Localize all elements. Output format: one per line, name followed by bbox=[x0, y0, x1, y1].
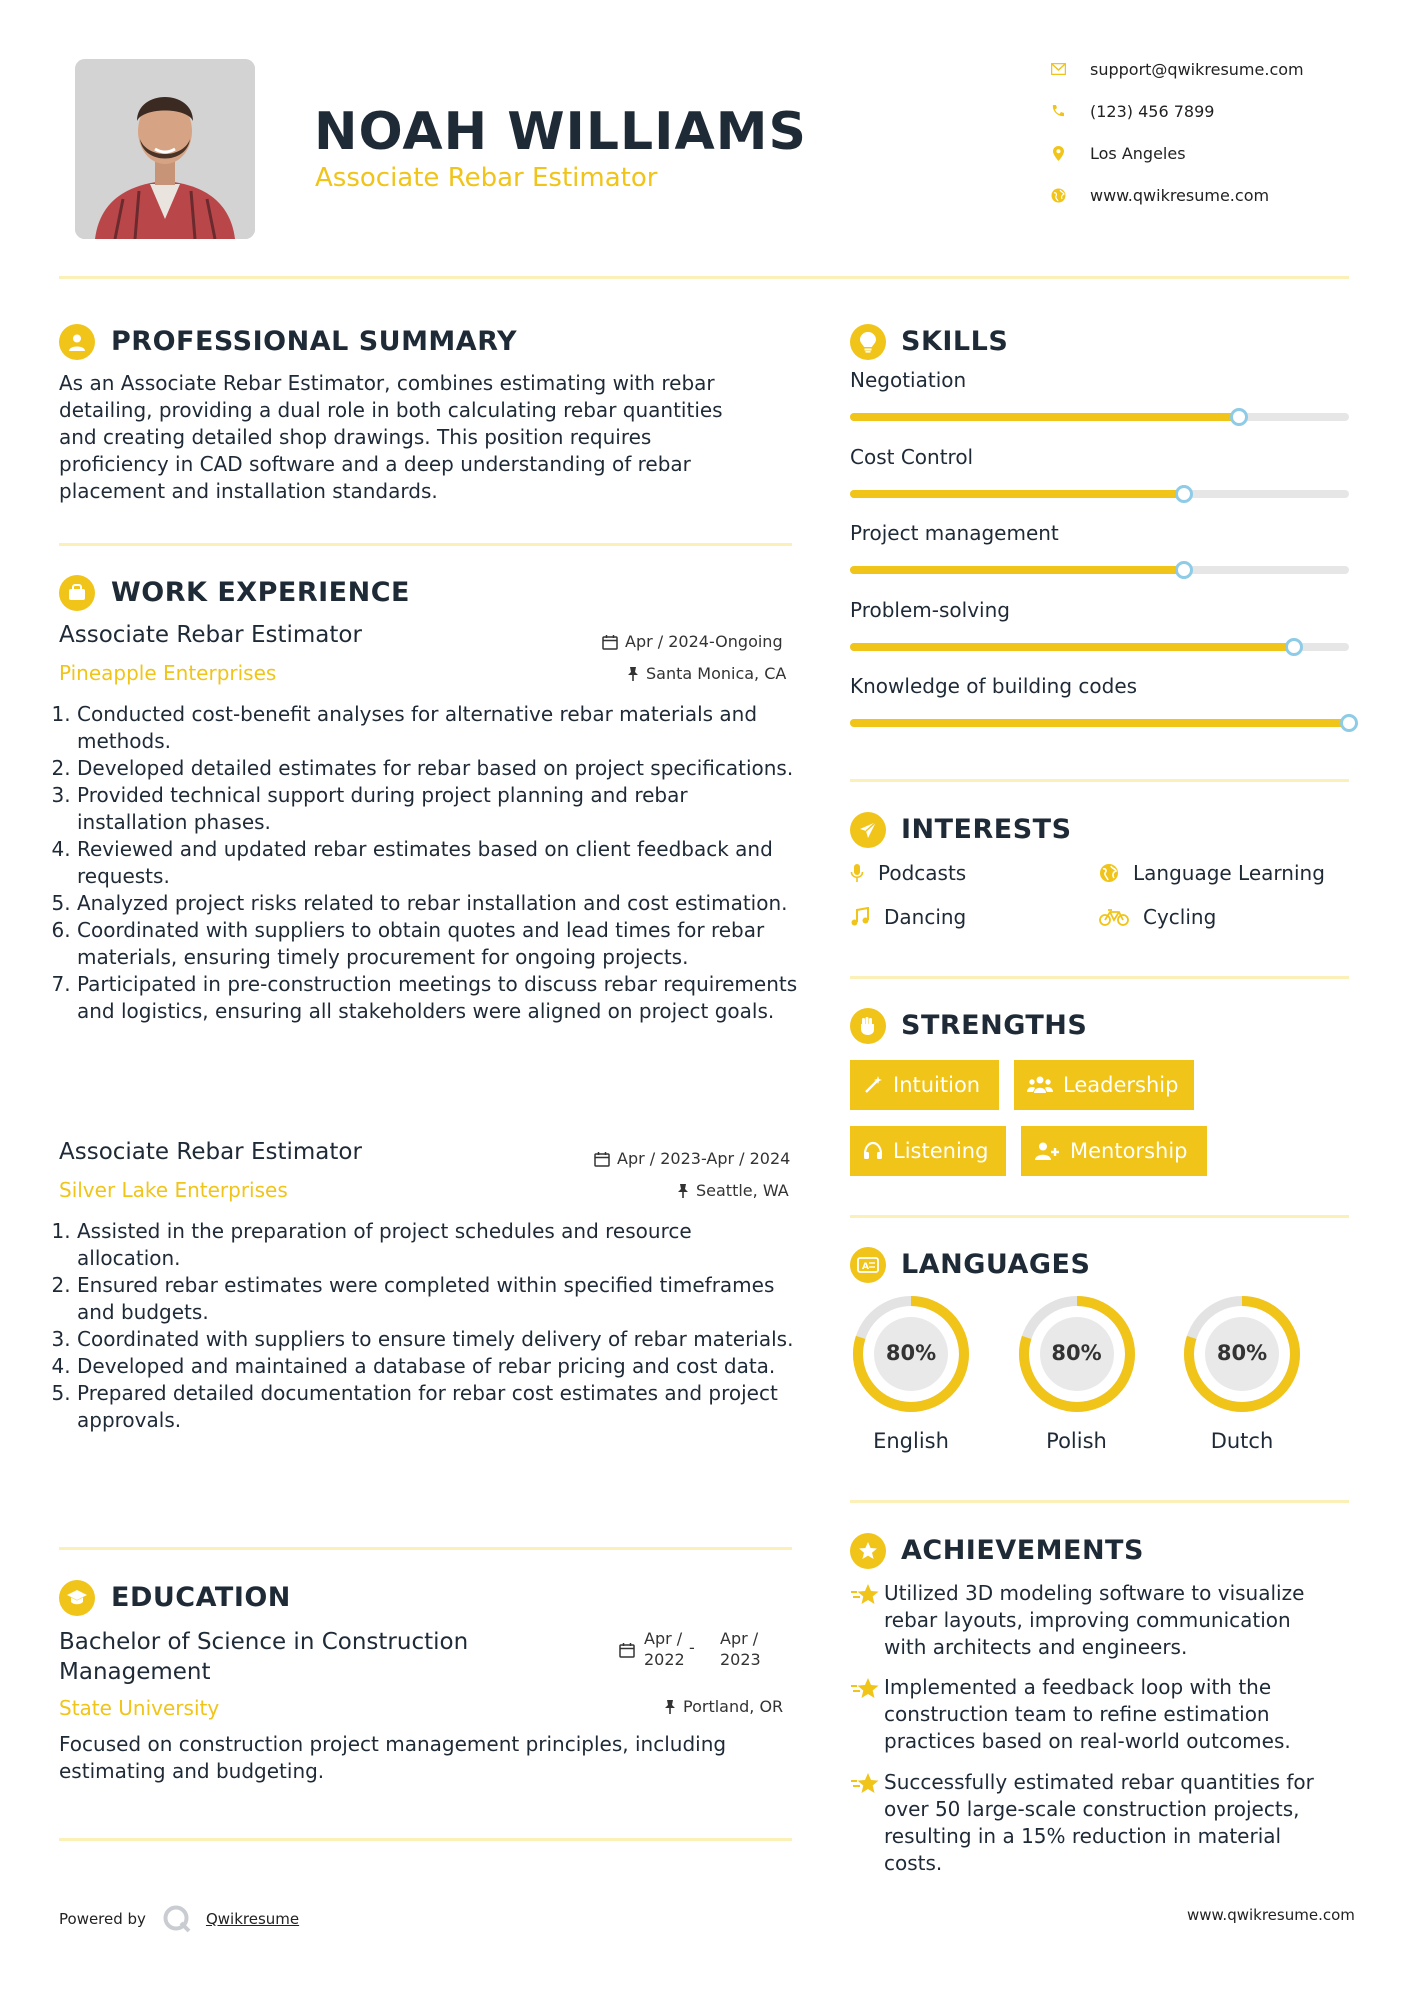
experience-heading: WORK EXPERIENCE bbox=[111, 577, 410, 608]
achievement-line: Utilized 3D modeling software to visualize bbox=[884, 1581, 1305, 1605]
summary-line: proficiency in CAD software and a deep understanding of rebar bbox=[59, 452, 691, 476]
degree-line: Management bbox=[59, 1659, 211, 1685]
contact-phone[interactable] bbox=[1050, 99, 1214, 123]
phone-icon bbox=[1050, 103, 1066, 119]
skill-slider-handle bbox=[1175, 561, 1193, 579]
music-note-icon bbox=[850, 907, 870, 927]
job-location-text: Santa Monica, CA bbox=[646, 664, 787, 683]
candidate-title: Associate Rebar Estimator bbox=[315, 163, 658, 193]
pushpin-icon bbox=[627, 666, 639, 682]
envelope-icon bbox=[1050, 61, 1066, 77]
list-item: 1. Assisted in the preparation of project schedules and resource allocation. bbox=[77, 1218, 799, 1272]
briefcase-icon bbox=[59, 575, 95, 611]
achievement-line: rebar layouts, improving communication bbox=[884, 1608, 1291, 1632]
user-icon bbox=[59, 324, 95, 360]
education-description-line: Focused on construction project management principles, including bbox=[59, 1732, 727, 1756]
strength-tag bbox=[1014, 1060, 1194, 1110]
list-item: 2. Developed detailed estimates for rebar based on project specifications. bbox=[77, 755, 799, 782]
strength-tag bbox=[850, 1060, 999, 1110]
header-divider bbox=[59, 276, 1349, 279]
list-item: 5. Prepared detailed documentation for rebar cost estimates and project approvals. bbox=[77, 1380, 799, 1434]
skill-label: Negotiation bbox=[850, 368, 967, 392]
achievement-text bbox=[884, 1580, 1334, 1661]
summary-divider bbox=[59, 543, 792, 546]
job-dates-text: Apr / 2024-Ongoing bbox=[625, 632, 783, 651]
contact-website[interactable] bbox=[1050, 183, 1269, 207]
skill-label: Knowledge of building codes bbox=[850, 674, 1138, 698]
qwikresume-logo-icon bbox=[162, 1904, 192, 1934]
summary-line: detailing, providing a dual role in both calculating rebar quantities bbox=[59, 398, 723, 422]
interests-heading: INTERESTS bbox=[901, 814, 1072, 845]
svg-text:A: A bbox=[862, 1262, 869, 1272]
skill-item bbox=[850, 445, 1349, 469]
job-title: Associate Rebar Estimator bbox=[59, 1139, 362, 1165]
trophy-star-icon bbox=[850, 1533, 886, 1569]
language-percent: 80% bbox=[885, 1341, 937, 1365]
candidate-name: NOAH WILLIAMS bbox=[314, 102, 807, 162]
headphones-icon bbox=[863, 1141, 883, 1161]
education-location bbox=[664, 1697, 783, 1716]
achievement-line: construction team to refine estimation bbox=[884, 1702, 1270, 1726]
summary-line: placement and installation standards. bbox=[59, 479, 438, 503]
list-item: 3. Coordinated with suppliers to ensure timely delivery of rebar materials. bbox=[77, 1326, 799, 1353]
contact-website-text: www.qwikresume.com bbox=[1090, 185, 1270, 205]
summary-line: As an Associate Rebar Estimator, combines estimating with rebar bbox=[59, 371, 715, 395]
contact-email-text: support@qwikresume.com bbox=[1090, 59, 1304, 79]
achievement-line: with architects and engineers. bbox=[884, 1635, 1188, 1659]
powered-by-text: Powered by bbox=[59, 1910, 146, 1928]
skill-fill bbox=[850, 413, 1239, 421]
achievement-line: over 50 large-scale construction projects, bbox=[884, 1797, 1300, 1821]
languages-heading: LANGUAGES bbox=[901, 1249, 1091, 1280]
skill-track bbox=[850, 719, 1349, 727]
calendar-icon bbox=[619, 1642, 635, 1658]
interest-item bbox=[850, 905, 966, 929]
language-item bbox=[1016, 1293, 1138, 1453]
interest-item bbox=[850, 861, 966, 885]
map-pin-icon bbox=[1050, 145, 1066, 161]
magic-wand-icon bbox=[863, 1075, 883, 1095]
raised-fist-icon bbox=[850, 1008, 886, 1044]
skill-fill bbox=[850, 719, 1349, 727]
powered-by bbox=[59, 1904, 299, 1934]
qwikresume-link[interactable]: Qwikresume bbox=[205, 1910, 300, 1928]
degree-line: Bachelor of Science in Construction bbox=[59, 1629, 469, 1655]
skill-track bbox=[850, 566, 1349, 574]
languages-divider bbox=[850, 1500, 1349, 1503]
lightbulb-icon bbox=[850, 324, 886, 360]
paper-plane-icon bbox=[850, 812, 886, 848]
microphone-icon bbox=[850, 863, 864, 883]
summary-heading: PROFESSIONAL SUMMARY bbox=[111, 326, 518, 357]
calendar-icon bbox=[602, 634, 618, 650]
skill-label: Cost Control bbox=[850, 444, 974, 469]
interest-label: Dancing bbox=[884, 905, 967, 929]
summary-line: and creating detailed shop drawings. This position requires bbox=[59, 425, 652, 449]
skill-track bbox=[850, 490, 1349, 498]
date-part: 2022 bbox=[644, 1650, 685, 1669]
list-item: 1. Conducted cost-benefit analyses for alternative rebar materials and methods. bbox=[77, 701, 799, 755]
achievement-line: Implemented a feedback loop with the bbox=[884, 1675, 1272, 1699]
language-icon bbox=[850, 1247, 886, 1283]
list-item: 2. Ensured rebar estimates were completed within specified timeframes and budgets. bbox=[77, 1272, 799, 1326]
skill-item bbox=[850, 598, 1349, 622]
language-name: Dutch bbox=[1210, 1429, 1274, 1453]
skill-fill bbox=[850, 643, 1294, 651]
date-part: Apr / bbox=[720, 1629, 759, 1648]
skill-slider-handle bbox=[1175, 485, 1193, 503]
education-divider bbox=[59, 1838, 792, 1841]
language-item bbox=[1181, 1293, 1303, 1453]
list-item: 7. Participated in pre-construction meetings to discuss rebar requirements and logistics, ensuring all stakeholders were aligned on project goals. bbox=[77, 971, 799, 1025]
job-bullets bbox=[59, 701, 799, 1025]
footer-website[interactable]: www.qwikresume.com bbox=[1187, 1906, 1355, 1924]
education-description-line: estimating and budgeting. bbox=[59, 1759, 325, 1783]
company-name: Pineapple Enterprises bbox=[59, 661, 277, 685]
strength-tag bbox=[850, 1126, 1006, 1176]
skill-slider-handle bbox=[1230, 408, 1248, 426]
language-percent: 80% bbox=[1216, 1341, 1268, 1365]
calendar-icon bbox=[594, 1151, 610, 1167]
strengths-heading: STRENGTHS bbox=[901, 1010, 1088, 1041]
date-part: Apr / bbox=[644, 1629, 683, 1648]
strength-label: Leadership bbox=[1063, 1073, 1179, 1097]
pushpin-icon bbox=[664, 1699, 676, 1715]
profile-photo bbox=[75, 59, 255, 239]
skills-heading: SKILLS bbox=[901, 326, 1009, 357]
languages-list bbox=[850, 1293, 1349, 1463]
skill-track bbox=[850, 413, 1349, 421]
education-location-text: Portland, OR bbox=[683, 1697, 784, 1716]
strength-tag bbox=[1021, 1126, 1207, 1176]
pushpin-icon bbox=[677, 1183, 689, 1199]
contact-location bbox=[1050, 141, 1186, 165]
education-start-date bbox=[644, 1628, 694, 1670]
education-description bbox=[59, 1731, 799, 1785]
job-dates bbox=[602, 632, 783, 651]
globe-icon bbox=[1050, 187, 1066, 203]
education-heading: EDUCATION bbox=[111, 1582, 291, 1613]
job-location bbox=[627, 664, 786, 683]
skill-item bbox=[850, 521, 1349, 545]
summary-text bbox=[59, 370, 799, 505]
language-percent: 80% bbox=[1051, 1341, 1102, 1365]
strength-label: Intuition bbox=[893, 1073, 981, 1097]
job-dates bbox=[594, 1149, 790, 1168]
interest-label: Cycling bbox=[1143, 905, 1217, 929]
interest-item bbox=[1099, 905, 1216, 929]
job-bullets bbox=[59, 1218, 799, 1434]
skill-label: Project management bbox=[850, 521, 1059, 545]
list-item: 4. Reviewed and updated rebar estimates based on client feedback and requests. bbox=[77, 836, 799, 890]
skill-track bbox=[850, 643, 1349, 651]
achievement-line: practices based on real-world outcomes. bbox=[884, 1729, 1291, 1753]
list-item: 3. Provided technical support during project planning and rebar installation phases. bbox=[77, 782, 799, 836]
contact-phone-text: (123) 456 7899 bbox=[1090, 101, 1215, 121]
company-name: Silver Lake Enterprises bbox=[59, 1178, 288, 1202]
degree-title bbox=[59, 1627, 468, 1687]
achievement-line: Successfully estimated rebar quantities for bbox=[884, 1770, 1314, 1794]
users-icon bbox=[1027, 1075, 1053, 1095]
job-dates-text: Apr / 2023-Apr / 2024 bbox=[617, 1149, 791, 1168]
job-location bbox=[677, 1181, 789, 1200]
date-part: 2023 bbox=[720, 1650, 761, 1669]
skill-slider-handle bbox=[1285, 638, 1303, 656]
achievement-line: resulting in a 15% reduction in material bbox=[884, 1824, 1282, 1848]
interest-label: Language Learning bbox=[1133, 861, 1325, 885]
education-end-date bbox=[720, 1628, 770, 1670]
achievements-heading: ACHIEVEMENTS bbox=[901, 1535, 1144, 1566]
list-item: 4. Developed and maintained a database of rebar pricing and cost data. bbox=[77, 1353, 799, 1380]
interests-divider bbox=[850, 976, 1349, 979]
star-icon bbox=[850, 1769, 884, 1877]
contact-email[interactable] bbox=[1050, 57, 1304, 81]
job-location-text: Seattle, WA bbox=[696, 1181, 789, 1200]
achievement-item bbox=[850, 1769, 1334, 1877]
achievement-item bbox=[850, 1580, 1334, 1661]
list-item: 6. Coordinated with suppliers to obtain quotes and lead times for rebar materials, ensuring timely procurement for ongoing projects. bbox=[77, 917, 799, 971]
globe-icon bbox=[1099, 863, 1119, 883]
experience-divider bbox=[59, 1547, 792, 1550]
strengths-divider bbox=[850, 1215, 1349, 1218]
interest-item bbox=[1099, 861, 1325, 885]
skill-label: Problem-solving bbox=[850, 597, 1010, 622]
user-plus-icon bbox=[1034, 1141, 1060, 1161]
list-item: 5. Analyzed project risks related to rebar installation and cost estimation. bbox=[77, 890, 799, 917]
skill-slider-handle bbox=[1340, 714, 1358, 732]
achievement-item bbox=[850, 1674, 1334, 1755]
contact-location-text: Los Angeles bbox=[1090, 143, 1186, 163]
strength-label: Listening bbox=[893, 1139, 989, 1163]
achievement-text bbox=[884, 1769, 1334, 1877]
achievement-line: costs. bbox=[884, 1851, 943, 1875]
strength-label: Mentorship bbox=[1070, 1139, 1188, 1163]
language-name: English bbox=[873, 1429, 949, 1453]
skill-fill bbox=[850, 566, 1184, 574]
job-title: Associate Rebar Estimator bbox=[59, 622, 362, 648]
language-item bbox=[850, 1293, 972, 1453]
interest-label: Podcasts bbox=[878, 861, 967, 885]
language-name: Polish bbox=[1046, 1429, 1107, 1453]
star-icon bbox=[850, 1674, 884, 1755]
graduation-icon bbox=[59, 1580, 95, 1616]
person-portrait-image bbox=[75, 59, 255, 239]
skill-item bbox=[850, 674, 1349, 698]
bicycle-icon bbox=[1099, 907, 1129, 927]
achievement-text bbox=[884, 1674, 1334, 1755]
school-name: State University bbox=[59, 1696, 220, 1720]
skills-divider bbox=[850, 779, 1349, 782]
star-icon bbox=[850, 1580, 884, 1661]
skill-item bbox=[850, 368, 1349, 392]
skill-fill bbox=[850, 490, 1184, 498]
date-separator: - bbox=[689, 1638, 695, 1657]
